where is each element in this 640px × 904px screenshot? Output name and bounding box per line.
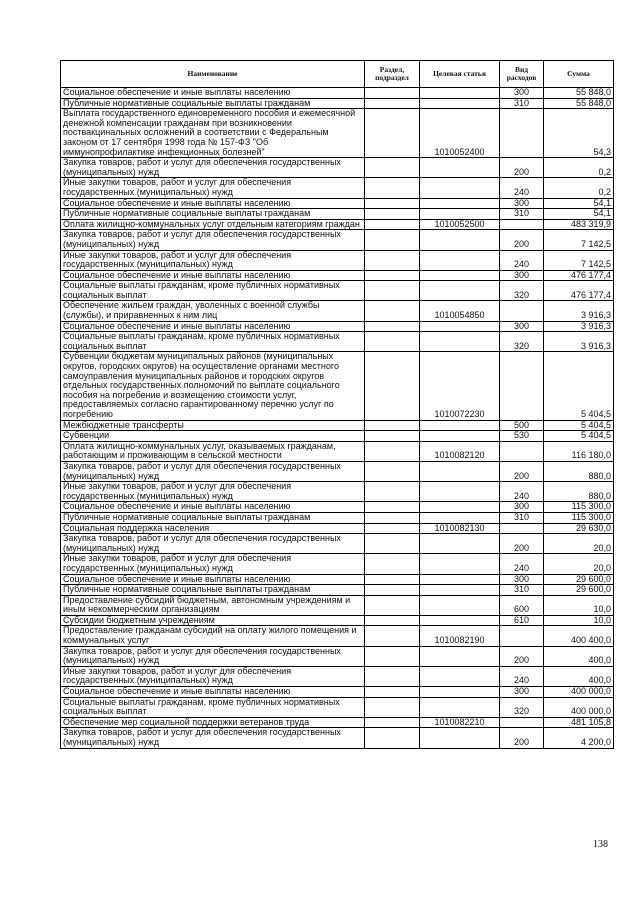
cell-target [420,420,500,431]
cell-section [365,728,420,748]
cell-section [365,461,420,481]
cell-section [365,482,420,502]
cell-sum: 3 916,3 [544,332,614,352]
header-section: Раздел, подраздел [365,61,420,88]
cell-section [365,420,420,431]
cell-target [420,88,500,99]
cell-section [365,697,420,717]
budget-table [60,60,614,749]
cell-target: 1010054850 [420,301,500,321]
cell-type [500,523,544,534]
table-row [61,219,614,230]
table-row [61,646,614,666]
cell-type [500,352,544,420]
table-row [61,461,614,481]
cell-sum: 7 142,5 [544,230,614,250]
cell-target [420,230,500,250]
cell-target [420,585,500,596]
cell-section [365,523,420,534]
header-type: Вид расходов [500,61,544,88]
cell-sum: 29 630,0 [544,523,614,534]
cell-name: Социальное обеспечение и иные выплаты населению [61,270,365,281]
cell-type [500,219,544,230]
cell-sum: 55 848,0 [544,88,614,99]
cell-type: 300 [500,687,544,698]
cell-sum: 116 180,0 [544,441,614,461]
cell-type: 200 [500,461,544,481]
cell-type: 240 [500,250,544,270]
cell-name: Социальные выплаты гражданам, кроме публичных нормативных социальных выплат [61,281,365,301]
cell-target [420,431,500,442]
cell-target [420,198,500,209]
cell-type: 200 [500,230,544,250]
cell-name: Закупка товаров, работ и услуг для обеспечения государственных (муниципальных) нужд [61,728,365,748]
cell-name: Иные закупки товаров, работ и услуг для обеспечения государственных (муниципальных) нужд [61,178,365,198]
table-row [61,98,614,109]
table-row [61,270,614,281]
cell-type: 310 [500,512,544,523]
cell-target [420,321,500,332]
cell-section [365,595,420,615]
cell-sum: 880,0 [544,461,614,481]
table-row [61,717,614,728]
cell-name: Социальное обеспечение и иные выплаты населению [61,502,365,513]
cell-sum: 400,0 [544,666,614,686]
cell-name: Публичные нормативные социальные выплаты гражданам [61,209,365,220]
table-row [61,158,614,178]
cell-target [420,178,500,198]
cell-name: Социальное обеспечение и иные выплаты населению [61,198,365,209]
cell-name: Обеспечение мер социальной поддержки ветеранов труда [61,717,365,728]
cell-type: 200 [500,646,544,666]
header-target: Целевая статья [420,61,500,88]
cell-target [420,482,500,502]
table-row [61,431,614,442]
cell-type: 300 [500,502,544,513]
cell-type: 500 [500,420,544,431]
cell-section [365,198,420,209]
table-row [61,281,614,301]
table-row [61,554,614,574]
cell-target: 1010082190 [420,626,500,646]
table-row [61,595,614,615]
cell-sum: 400,0 [544,646,614,666]
cell-name: Иные закупки товаров, работ и услуг для обеспечения государственных (муниципальных) нужд [61,482,365,502]
cell-name: Закупка товаров, работ и услуг для обеспечения государственных (муниципальных) нужд [61,646,365,666]
table-row [61,523,614,534]
cell-name: Социальные выплаты гражданам, кроме публичных нормативных социальных выплат [61,332,365,352]
cell-target [420,332,500,352]
table-row [61,615,614,626]
cell-section [365,281,420,301]
cell-section [365,88,420,99]
table-row [61,585,614,596]
cell-target: 1010082210 [420,717,500,728]
cell-target [420,574,500,585]
cell-type: 200 [500,534,544,554]
cell-sum: 5 404,5 [544,352,614,420]
table-row [61,230,614,250]
cell-name: Закупка товаров, работ и услуг для обеспечения государственных (муниципальных) нужд [61,534,365,554]
cell-sum: 400 000,0 [544,687,614,698]
cell-type: 200 [500,158,544,178]
cell-name: Межбюджетные трансферты [61,420,365,431]
cell-section [365,441,420,461]
table-row [61,502,614,513]
cell-sum: 55 848,0 [544,98,614,109]
cell-section [365,666,420,686]
table-header [61,61,614,88]
cell-type [500,109,544,158]
cell-name: Субвенции бюджетам муниципальных районов (муниципальных округов, городских округов) на осуществление органами местного самоуправления муниципальных районов и городских округов отдельных государственных полномочий по выплате социального пособия на погребение и возмещению стоимости услуг, предоставляемых согласно гарантированному перечню услуг по погребению [61,352,365,420]
cell-name: Субсидии бюджетным учреждениям [61,615,365,626]
page-number: 138 [593,839,608,850]
cell-target [420,595,500,615]
cell-type: 320 [500,332,544,352]
table-row [61,441,614,461]
cell-sum: 7 142,5 [544,250,614,270]
header-sum: Сумма [544,61,614,88]
cell-target [420,98,500,109]
cell-sum: 54,1 [544,198,614,209]
cell-section [365,209,420,220]
cell-name: Социальное обеспечение и иные выплаты населению [61,574,365,585]
cell-type [500,717,544,728]
cell-section [365,626,420,646]
cell-target [420,209,500,220]
cell-sum: 4 200,0 [544,728,614,748]
cell-sum: 10,0 [544,595,614,615]
cell-section [365,321,420,332]
cell-section [365,270,420,281]
cell-section [365,431,420,442]
cell-sum: 0,2 [544,158,614,178]
cell-section [365,219,420,230]
cell-type: 240 [500,482,544,502]
cell-target: 1010052400 [420,109,500,158]
cell-name: Социальное обеспечение и иные выплаты населению [61,88,365,99]
cell-section [365,158,420,178]
cell-section [365,250,420,270]
cell-target [420,615,500,626]
cell-section [365,512,420,523]
cell-name: Оплата жилищно-коммунальных услуг, оказываемых гражданам, работающим и проживающим в сельской местности [61,441,365,461]
cell-sum: 400 000,0 [544,697,614,717]
cell-target: 1010052500 [420,219,500,230]
cell-sum: 400 400,0 [544,626,614,646]
cell-name: Субвенции [61,431,365,442]
cell-sum: 54,1 [544,209,614,220]
table-row [61,88,614,99]
cell-section [365,574,420,585]
cell-target [420,554,500,574]
cell-name: Закупка товаров, работ и услуг для обеспечения государственных (муниципальных) нужд [61,230,365,250]
cell-sum: 880,0 [544,482,614,502]
cell-target [420,502,500,513]
cell-target [420,534,500,554]
cell-type: 300 [500,574,544,585]
cell-name: Социальное обеспечение и иные выплаты населению [61,687,365,698]
cell-sum: 115 300,0 [544,512,614,523]
cell-sum: 0,2 [544,178,614,198]
cell-target [420,687,500,698]
cell-type [500,301,544,321]
cell-section [365,615,420,626]
cell-target [420,461,500,481]
cell-name: Иные закупки товаров, работ и услуг для обеспечения государственных (муниципальных) нужд [61,250,365,270]
cell-name: Оплата жилищно-коммунальных услуг отдельным категориям граждан [61,219,365,230]
cell-sum: 54,3 [544,109,614,158]
cell-type: 240 [500,666,544,686]
table-row [61,178,614,198]
cell-section [365,502,420,513]
table-row [61,198,614,209]
cell-name: Обеспечение жильем граждан, уволенных с военной службы (службы), и приравненных к ним лиц [61,301,365,321]
cell-type: 530 [500,431,544,442]
cell-section [365,687,420,698]
cell-type: 310 [500,209,544,220]
cell-name: Публичные нормативные социальные выплаты гражданам [61,98,365,109]
cell-type [500,441,544,461]
cell-type: 610 [500,615,544,626]
cell-sum: 3 916,3 [544,321,614,332]
cell-section [365,332,420,352]
cell-name: Предоставление гражданам субсидий на оплату жилого помещения и коммунальных услуг [61,626,365,646]
cell-target [420,270,500,281]
cell-target [420,646,500,666]
cell-type: 310 [500,98,544,109]
cell-type: 300 [500,88,544,99]
cell-name: Закупка товаров, работ и услуг для обеспечения государственных (муниципальных) нужд [61,461,365,481]
cell-type: 240 [500,554,544,574]
cell-sum: 476 177,4 [544,281,614,301]
cell-name: Публичные нормативные социальные выплаты гражданам [61,585,365,596]
table-row [61,209,614,220]
header-name: Наименование [61,61,365,88]
cell-sum: 3 916,3 [544,301,614,321]
cell-section [365,230,420,250]
table-body [61,88,614,749]
cell-sum: 5 404,5 [544,420,614,431]
cell-target [420,697,500,717]
cell-type: 300 [500,270,544,281]
table-row [61,352,614,420]
table-row [61,301,614,321]
cell-sum: 20,0 [544,554,614,574]
cell-name: Иные закупки товаров, работ и услуг для обеспечения государственных (муниципальных) нужд [61,666,365,686]
table-row [61,534,614,554]
cell-sum: 483 319,9 [544,219,614,230]
cell-name: Публичные нормативные социальные выплаты гражданам [61,512,365,523]
cell-sum: 20,0 [544,534,614,554]
cell-section [365,534,420,554]
cell-target [420,250,500,270]
cell-type: 310 [500,585,544,596]
table-row [61,512,614,523]
cell-section [365,554,420,574]
cell-sum: 10,0 [544,615,614,626]
cell-type [500,626,544,646]
cell-name: Иные закупки товаров, работ и услуг для обеспечения государственных (муниципальных) нужд [61,554,365,574]
table-row [61,574,614,585]
cell-name: Закупка товаров, работ и услуг для обеспечения государственных (муниципальных) нужд [61,158,365,178]
cell-target: 1010072230 [420,352,500,420]
cell-target [420,666,500,686]
cell-target [420,158,500,178]
table-row [61,666,614,686]
cell-type: 240 [500,178,544,198]
cell-type: 300 [500,198,544,209]
table-row [61,728,614,748]
cell-name: Социальное обеспечение и иные выплаты населению [61,321,365,332]
cell-name: Выплата государственного единовременного пособия и ежемесячной денежной компенсации гражданам при возникновении поствакцинальных осложнений в соответствии с Федеральным законом от 17 сентября 1998 года № 157-ФЗ "Об иммунопрофилактике инфекционных болезней" [61,109,365,158]
cell-target [420,728,500,748]
cell-section [365,585,420,596]
cell-section [365,717,420,728]
cell-name: Социальные выплаты гражданам, кроме публичных нормативных социальных выплат [61,697,365,717]
cell-type: 320 [500,697,544,717]
table-row [61,250,614,270]
cell-section [365,109,420,158]
cell-type: 600 [500,595,544,615]
cell-sum: 481 105,8 [544,717,614,728]
cell-name: Социальная поддержка населения [61,523,365,534]
cell-target [420,281,500,301]
table-row [61,626,614,646]
cell-target: 1010082120 [420,441,500,461]
cell-section [365,98,420,109]
cell-sum: 29 600,0 [544,574,614,585]
table-row [61,109,614,158]
cell-type: 320 [500,281,544,301]
cell-section [365,178,420,198]
table-row [61,332,614,352]
cell-sum: 115 300,0 [544,502,614,513]
cell-type: 200 [500,728,544,748]
cell-section [365,352,420,420]
cell-type: 300 [500,321,544,332]
cell-target [420,512,500,523]
table-row [61,687,614,698]
table-row [61,420,614,431]
cell-target: 1010082130 [420,523,500,534]
cell-sum: 29 600,0 [544,585,614,596]
table-row [61,482,614,502]
cell-name: Предоставление субсидий бюджетным, автономным учреждениям и иным некоммерческим организациям [61,595,365,615]
table-row [61,697,614,717]
cell-sum: 476 177,4 [544,270,614,281]
cell-section [365,301,420,321]
table-row [61,321,614,332]
cell-sum: 5 404,5 [544,431,614,442]
cell-section [365,646,420,666]
